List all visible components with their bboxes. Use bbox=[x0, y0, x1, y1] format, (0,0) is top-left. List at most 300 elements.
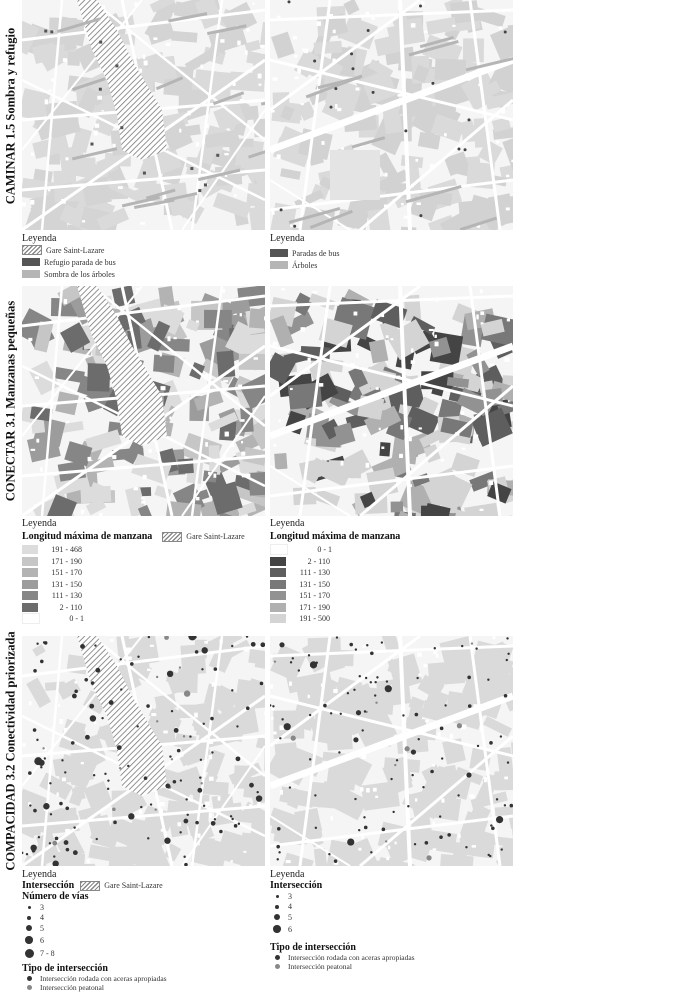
city-block bbox=[379, 442, 390, 456]
courtyard bbox=[419, 427, 422, 429]
legend-range-row bbox=[270, 602, 510, 614]
legend-size-row bbox=[22, 902, 262, 913]
intersection-dot bbox=[506, 637, 508, 639]
courtyard bbox=[133, 487, 137, 490]
courtyard bbox=[356, 353, 359, 358]
bus-refuge bbox=[99, 88, 102, 91]
courtyard bbox=[62, 777, 66, 781]
intersection-dot bbox=[370, 651, 374, 655]
courtyard bbox=[273, 77, 278, 80]
bus-stop bbox=[350, 52, 353, 55]
intersection-dot bbox=[231, 818, 233, 820]
intersection-dot bbox=[203, 723, 205, 725]
range-swatch bbox=[22, 591, 38, 600]
intersection-dot bbox=[197, 788, 202, 793]
intersection-dot bbox=[362, 729, 364, 731]
size-dot-box bbox=[270, 914, 284, 920]
intersection-dot bbox=[279, 642, 284, 647]
courtyard bbox=[480, 311, 484, 315]
legend-size-row bbox=[270, 902, 510, 913]
intersection-dot bbox=[177, 749, 181, 753]
courtyard bbox=[360, 787, 363, 791]
intersection-dot bbox=[137, 656, 139, 658]
intersection-dot bbox=[36, 739, 38, 741]
range-label: 111 - 130 bbox=[51, 591, 82, 601]
courtyard bbox=[450, 734, 453, 739]
courtyard bbox=[411, 360, 415, 364]
courtyard bbox=[297, 69, 301, 74]
courtyard bbox=[280, 725, 285, 730]
city-block bbox=[391, 502, 404, 513]
city-block bbox=[497, 747, 513, 773]
intersection-dot bbox=[500, 735, 502, 737]
city-block bbox=[361, 781, 400, 811]
intersection-dot bbox=[238, 823, 240, 825]
intersection-dot bbox=[272, 705, 274, 707]
intersection-dot bbox=[426, 855, 431, 860]
courtyard bbox=[433, 651, 436, 654]
intersection-dot bbox=[376, 676, 378, 678]
intersection-dot bbox=[236, 725, 238, 727]
courtyard bbox=[356, 87, 360, 90]
intersection-dot bbox=[434, 647, 436, 649]
intersection-dot bbox=[187, 814, 189, 816]
courtyard bbox=[440, 458, 444, 461]
bus-stop bbox=[288, 0, 291, 3]
courtyard bbox=[391, 338, 394, 340]
intersection-dot bbox=[504, 694, 508, 698]
courtyard bbox=[36, 439, 39, 443]
courtyard bbox=[496, 140, 500, 143]
courtyard bbox=[273, 444, 276, 447]
courtyard bbox=[112, 144, 115, 148]
intersection-dot bbox=[394, 764, 396, 766]
intersection-dot bbox=[200, 759, 202, 761]
intersection-dot bbox=[231, 689, 233, 691]
legend-range-row bbox=[270, 590, 510, 602]
size-dot-box bbox=[22, 906, 36, 909]
intersection-dot bbox=[59, 802, 63, 806]
bus-stop bbox=[419, 214, 422, 217]
intersection-dot bbox=[93, 774, 95, 776]
range-label: 191 - 500 bbox=[299, 614, 330, 624]
courtyard bbox=[153, 37, 157, 40]
legend-paradas: Paradas de bus bbox=[292, 248, 340, 258]
legend-size-row bbox=[22, 913, 262, 924]
range-label: 191 - 468 bbox=[51, 545, 82, 555]
courtyard bbox=[264, 711, 265, 715]
intersection-dot bbox=[201, 668, 203, 670]
intersection-dot bbox=[180, 779, 182, 781]
bus-stop bbox=[404, 129, 407, 132]
courtyard bbox=[366, 788, 370, 792]
courtyard bbox=[411, 23, 416, 27]
courtyard bbox=[118, 186, 123, 189]
city-block bbox=[59, 146, 86, 178]
intersection-dot bbox=[179, 666, 181, 668]
city-block bbox=[320, 724, 351, 735]
intersection-dot bbox=[440, 727, 444, 731]
legend-range-row bbox=[22, 567, 262, 579]
city-block bbox=[274, 453, 287, 469]
tipo-dot-box bbox=[270, 955, 284, 960]
intersection-dot bbox=[119, 767, 121, 769]
intersection-dot bbox=[91, 681, 95, 685]
size-dot bbox=[26, 925, 32, 931]
legend-heading: Leyenda bbox=[22, 869, 57, 880]
courtyard bbox=[434, 335, 436, 338]
city-block bbox=[153, 355, 175, 373]
courtyard bbox=[333, 30, 336, 33]
intersection-dot bbox=[107, 788, 109, 790]
bus-refuge bbox=[90, 143, 93, 146]
size-dot-box bbox=[270, 895, 284, 898]
legend-gare: Gare Saint-Lazare bbox=[46, 245, 105, 255]
intersection-dot bbox=[407, 805, 409, 807]
intersection-dot bbox=[340, 713, 342, 715]
intersection-dot bbox=[101, 717, 103, 719]
intersection-dot bbox=[94, 644, 96, 646]
courtyard bbox=[330, 816, 332, 820]
bus-stop bbox=[372, 91, 375, 94]
courtyard bbox=[504, 357, 509, 362]
intersection-dot bbox=[104, 773, 106, 775]
intersection-dot bbox=[211, 751, 213, 753]
map-blocks-left bbox=[22, 286, 265, 516]
courtyard bbox=[196, 497, 200, 500]
size-label: 3 bbox=[40, 902, 44, 912]
intersection-dot bbox=[278, 851, 280, 853]
city-block bbox=[316, 787, 338, 808]
plaza bbox=[330, 150, 380, 200]
intersection-dot bbox=[38, 760, 44, 766]
courtyard bbox=[240, 313, 242, 316]
courtyard bbox=[507, 318, 510, 321]
intersection-dot bbox=[314, 794, 316, 796]
intersection-dot bbox=[447, 833, 451, 837]
legend-size-row bbox=[270, 923, 510, 936]
courtyard bbox=[81, 511, 84, 515]
bus-refuge bbox=[216, 154, 219, 157]
intersection-dot bbox=[465, 846, 467, 848]
legend-size-row bbox=[22, 947, 262, 960]
legend-subtitle: Longitud máxima de manzana bbox=[270, 531, 401, 542]
intersection-dot bbox=[504, 804, 506, 806]
courtyard bbox=[59, 719, 63, 724]
legend-heading: Leyenda bbox=[270, 869, 305, 880]
intersection-dot bbox=[65, 806, 69, 810]
courtyard bbox=[209, 813, 212, 818]
intersection-dot bbox=[374, 681, 376, 683]
intersection-dot bbox=[316, 662, 318, 664]
courtyard bbox=[490, 364, 495, 366]
courtyard bbox=[470, 795, 475, 799]
courtyard bbox=[280, 790, 283, 795]
intersection-dot bbox=[184, 690, 190, 696]
legend-heading: Leyenda bbox=[270, 233, 305, 244]
courtyard bbox=[28, 338, 32, 341]
courtyard bbox=[489, 481, 493, 485]
courtyard bbox=[441, 798, 444, 802]
courtyard bbox=[163, 731, 168, 734]
intersection-dot bbox=[230, 815, 232, 817]
legend-blocks-left bbox=[22, 518, 262, 625]
courtyard bbox=[213, 474, 216, 478]
intersection-dot bbox=[256, 791, 258, 793]
range-label: 2 - 110 bbox=[59, 602, 82, 612]
range-label: 111 - 130 bbox=[299, 568, 330, 578]
range-swatch bbox=[22, 613, 40, 624]
courtyard bbox=[240, 419, 244, 422]
intersection-dot bbox=[52, 841, 57, 846]
intersection-dot bbox=[40, 766, 42, 768]
legend-heading: Leyenda bbox=[270, 518, 305, 529]
courtyard bbox=[379, 428, 381, 431]
intersection-dot bbox=[42, 747, 44, 749]
intersection-dot bbox=[385, 840, 387, 842]
size-dot bbox=[25, 949, 34, 958]
courtyard bbox=[174, 337, 177, 339]
gare-hatch-swatch bbox=[22, 245, 42, 255]
intersection-dot bbox=[390, 778, 392, 780]
size-label: 5 bbox=[40, 923, 44, 933]
courtyard bbox=[363, 433, 367, 436]
intersection-dot bbox=[219, 830, 223, 834]
intersection-dot bbox=[396, 759, 398, 761]
courtyard bbox=[279, 419, 281, 422]
courtyard bbox=[75, 681, 77, 684]
bus-stop bbox=[293, 225, 296, 228]
legend-intersection: Intersección bbox=[270, 880, 323, 891]
size-dot bbox=[273, 925, 281, 933]
bus-refuge bbox=[204, 183, 207, 186]
legend-size-row bbox=[270, 891, 510, 902]
tipo-dot bbox=[275, 964, 280, 969]
intersection-dot bbox=[33, 809, 37, 813]
courtyard bbox=[358, 848, 361, 851]
city-block bbox=[81, 177, 112, 207]
intersection-dot bbox=[292, 657, 294, 659]
courtyard bbox=[95, 124, 99, 128]
courtyard bbox=[429, 329, 434, 331]
courtyard bbox=[418, 673, 421, 676]
intersection-dot bbox=[49, 842, 51, 844]
intersection-dot bbox=[130, 662, 134, 666]
size-label: 6 bbox=[40, 935, 44, 945]
courtyard bbox=[333, 689, 337, 693]
courtyard bbox=[224, 153, 228, 155]
courtyard bbox=[110, 639, 113, 642]
courtyard bbox=[252, 2, 254, 5]
bus-stop bbox=[351, 67, 354, 70]
bus-stop bbox=[464, 148, 467, 151]
courtyard bbox=[196, 142, 199, 146]
gare-hatch-swatch bbox=[80, 881, 100, 891]
courtyard bbox=[194, 713, 198, 718]
courtyard bbox=[480, 509, 484, 511]
courtyard bbox=[386, 335, 389, 338]
intersection-dot bbox=[148, 636, 150, 638]
courtyard bbox=[409, 437, 412, 442]
intersection-dot bbox=[231, 645, 233, 647]
intersection-dot bbox=[199, 776, 201, 778]
intersection-dot bbox=[169, 755, 171, 757]
intersection-dot bbox=[144, 776, 148, 780]
intersection-dot bbox=[36, 642, 38, 644]
city-block bbox=[246, 852, 262, 866]
intersection-dot bbox=[336, 636, 338, 638]
intersection-dot bbox=[491, 826, 495, 830]
courtyard bbox=[169, 417, 171, 420]
intersection-dot bbox=[136, 725, 138, 727]
intersection-dot bbox=[236, 756, 241, 761]
intersection-dot bbox=[174, 728, 179, 733]
courtyard bbox=[63, 58, 67, 62]
legend-range-row bbox=[270, 579, 510, 591]
courtyard bbox=[417, 202, 421, 205]
courtyard bbox=[259, 84, 262, 86]
range-swatch bbox=[22, 568, 38, 577]
intersection-dot bbox=[290, 661, 292, 663]
intersection-dot bbox=[73, 850, 78, 855]
courtyard bbox=[223, 380, 228, 382]
intersection-dot bbox=[55, 837, 59, 841]
courtyard bbox=[462, 448, 466, 450]
courtyard bbox=[245, 50, 248, 55]
courtyard bbox=[218, 796, 221, 800]
courtyard bbox=[415, 159, 418, 162]
bus-stop bbox=[457, 148, 460, 151]
city-block bbox=[328, 460, 361, 478]
bus-refuge bbox=[143, 172, 146, 175]
intersection-dot bbox=[30, 845, 36, 851]
courtyard bbox=[290, 224, 292, 227]
courtyard bbox=[196, 320, 199, 322]
courtyard bbox=[511, 160, 513, 162]
courtyard bbox=[264, 316, 265, 320]
courtyard bbox=[141, 501, 145, 504]
intersection-dot bbox=[185, 798, 187, 800]
courtyard bbox=[452, 25, 455, 27]
intersection-dot bbox=[40, 660, 44, 664]
courtyard bbox=[312, 291, 317, 294]
legend-blocks-right bbox=[270, 518, 510, 625]
intersection-dot bbox=[366, 644, 368, 646]
courtyard bbox=[57, 793, 59, 797]
courtyard bbox=[366, 463, 370, 468]
courtyard bbox=[208, 755, 212, 759]
courtyard bbox=[139, 810, 143, 814]
intersection-dot bbox=[246, 706, 250, 710]
city-block bbox=[39, 44, 65, 61]
courtyard bbox=[246, 28, 249, 31]
intersection-dot bbox=[439, 815, 441, 817]
courtyard bbox=[220, 39, 224, 43]
bus-stop bbox=[419, 5, 422, 8]
range-swatch bbox=[270, 614, 286, 623]
intersection-dot bbox=[487, 854, 489, 856]
gare-hatch-swatch bbox=[162, 532, 182, 542]
courtyard bbox=[29, 701, 32, 705]
bus-stop bbox=[280, 208, 283, 211]
courtyard bbox=[40, 467, 43, 471]
intersection-dot bbox=[425, 841, 429, 845]
intersection-dot bbox=[414, 843, 416, 845]
courtyard bbox=[144, 60, 148, 65]
intersection-dot bbox=[374, 694, 376, 696]
courtyard bbox=[23, 743, 26, 747]
intersection-dot bbox=[467, 676, 471, 680]
size-dot bbox=[28, 906, 31, 909]
size-dot-box bbox=[22, 936, 36, 944]
courtyard bbox=[49, 89, 52, 91]
legend-range-row bbox=[22, 590, 262, 602]
size-dot-box bbox=[270, 925, 284, 933]
courtyard bbox=[376, 387, 379, 390]
intersection-dot bbox=[353, 737, 358, 742]
courtyard bbox=[373, 788, 377, 792]
intersection-dot bbox=[33, 669, 37, 673]
courtyard bbox=[225, 175, 227, 177]
legend-size-row bbox=[22, 923, 262, 934]
city-block bbox=[67, 52, 80, 66]
intersection-dot bbox=[309, 714, 311, 716]
legend-tipo: Tipo de intersección bbox=[270, 941, 356, 953]
courtyard bbox=[31, 449, 36, 451]
courtyard bbox=[321, 141, 324, 145]
courtyard bbox=[319, 383, 323, 387]
intersection-dot bbox=[402, 714, 404, 716]
range-label: 171 - 190 bbox=[51, 556, 82, 566]
intersection-dot bbox=[309, 758, 311, 760]
size-dot bbox=[274, 914, 280, 920]
intersection-dot bbox=[214, 818, 216, 820]
legend-subtitle: Longitud máxima de manzana bbox=[22, 531, 153, 542]
courtyard bbox=[397, 94, 402, 97]
courtyard bbox=[395, 842, 397, 845]
intersection-dot bbox=[50, 813, 52, 815]
intersection-dot bbox=[61, 759, 63, 761]
courtyard bbox=[161, 386, 166, 390]
intersection-dot bbox=[349, 643, 353, 647]
courtyard bbox=[472, 845, 476, 848]
courtyard bbox=[225, 432, 229, 437]
bus-stop bbox=[431, 82, 434, 85]
legend-gare: Gare Saint-Lazare bbox=[186, 532, 245, 541]
courtyard bbox=[476, 314, 478, 319]
courtyard bbox=[386, 857, 389, 860]
intersection-dot bbox=[323, 704, 327, 708]
courtyard bbox=[401, 203, 404, 206]
courtyard bbox=[241, 441, 243, 443]
intersection-dot bbox=[364, 826, 368, 830]
courtyard bbox=[337, 108, 341, 111]
city-block bbox=[484, 673, 513, 695]
intersection-dot bbox=[441, 757, 443, 759]
intersection-dot bbox=[487, 679, 489, 681]
intersection-dot bbox=[89, 704, 94, 709]
courtyard bbox=[301, 103, 304, 105]
size-dot bbox=[275, 905, 280, 910]
courtyard bbox=[499, 26, 503, 30]
size-label: 6 bbox=[288, 924, 292, 934]
range-swatch bbox=[270, 603, 286, 612]
courtyard bbox=[66, 421, 69, 423]
intersection-dot bbox=[38, 836, 40, 838]
tipo-label: Intersección rodada con aceras apropiadas bbox=[40, 973, 167, 983]
intersection-dot bbox=[44, 757, 46, 759]
intersection-dot bbox=[354, 798, 356, 800]
